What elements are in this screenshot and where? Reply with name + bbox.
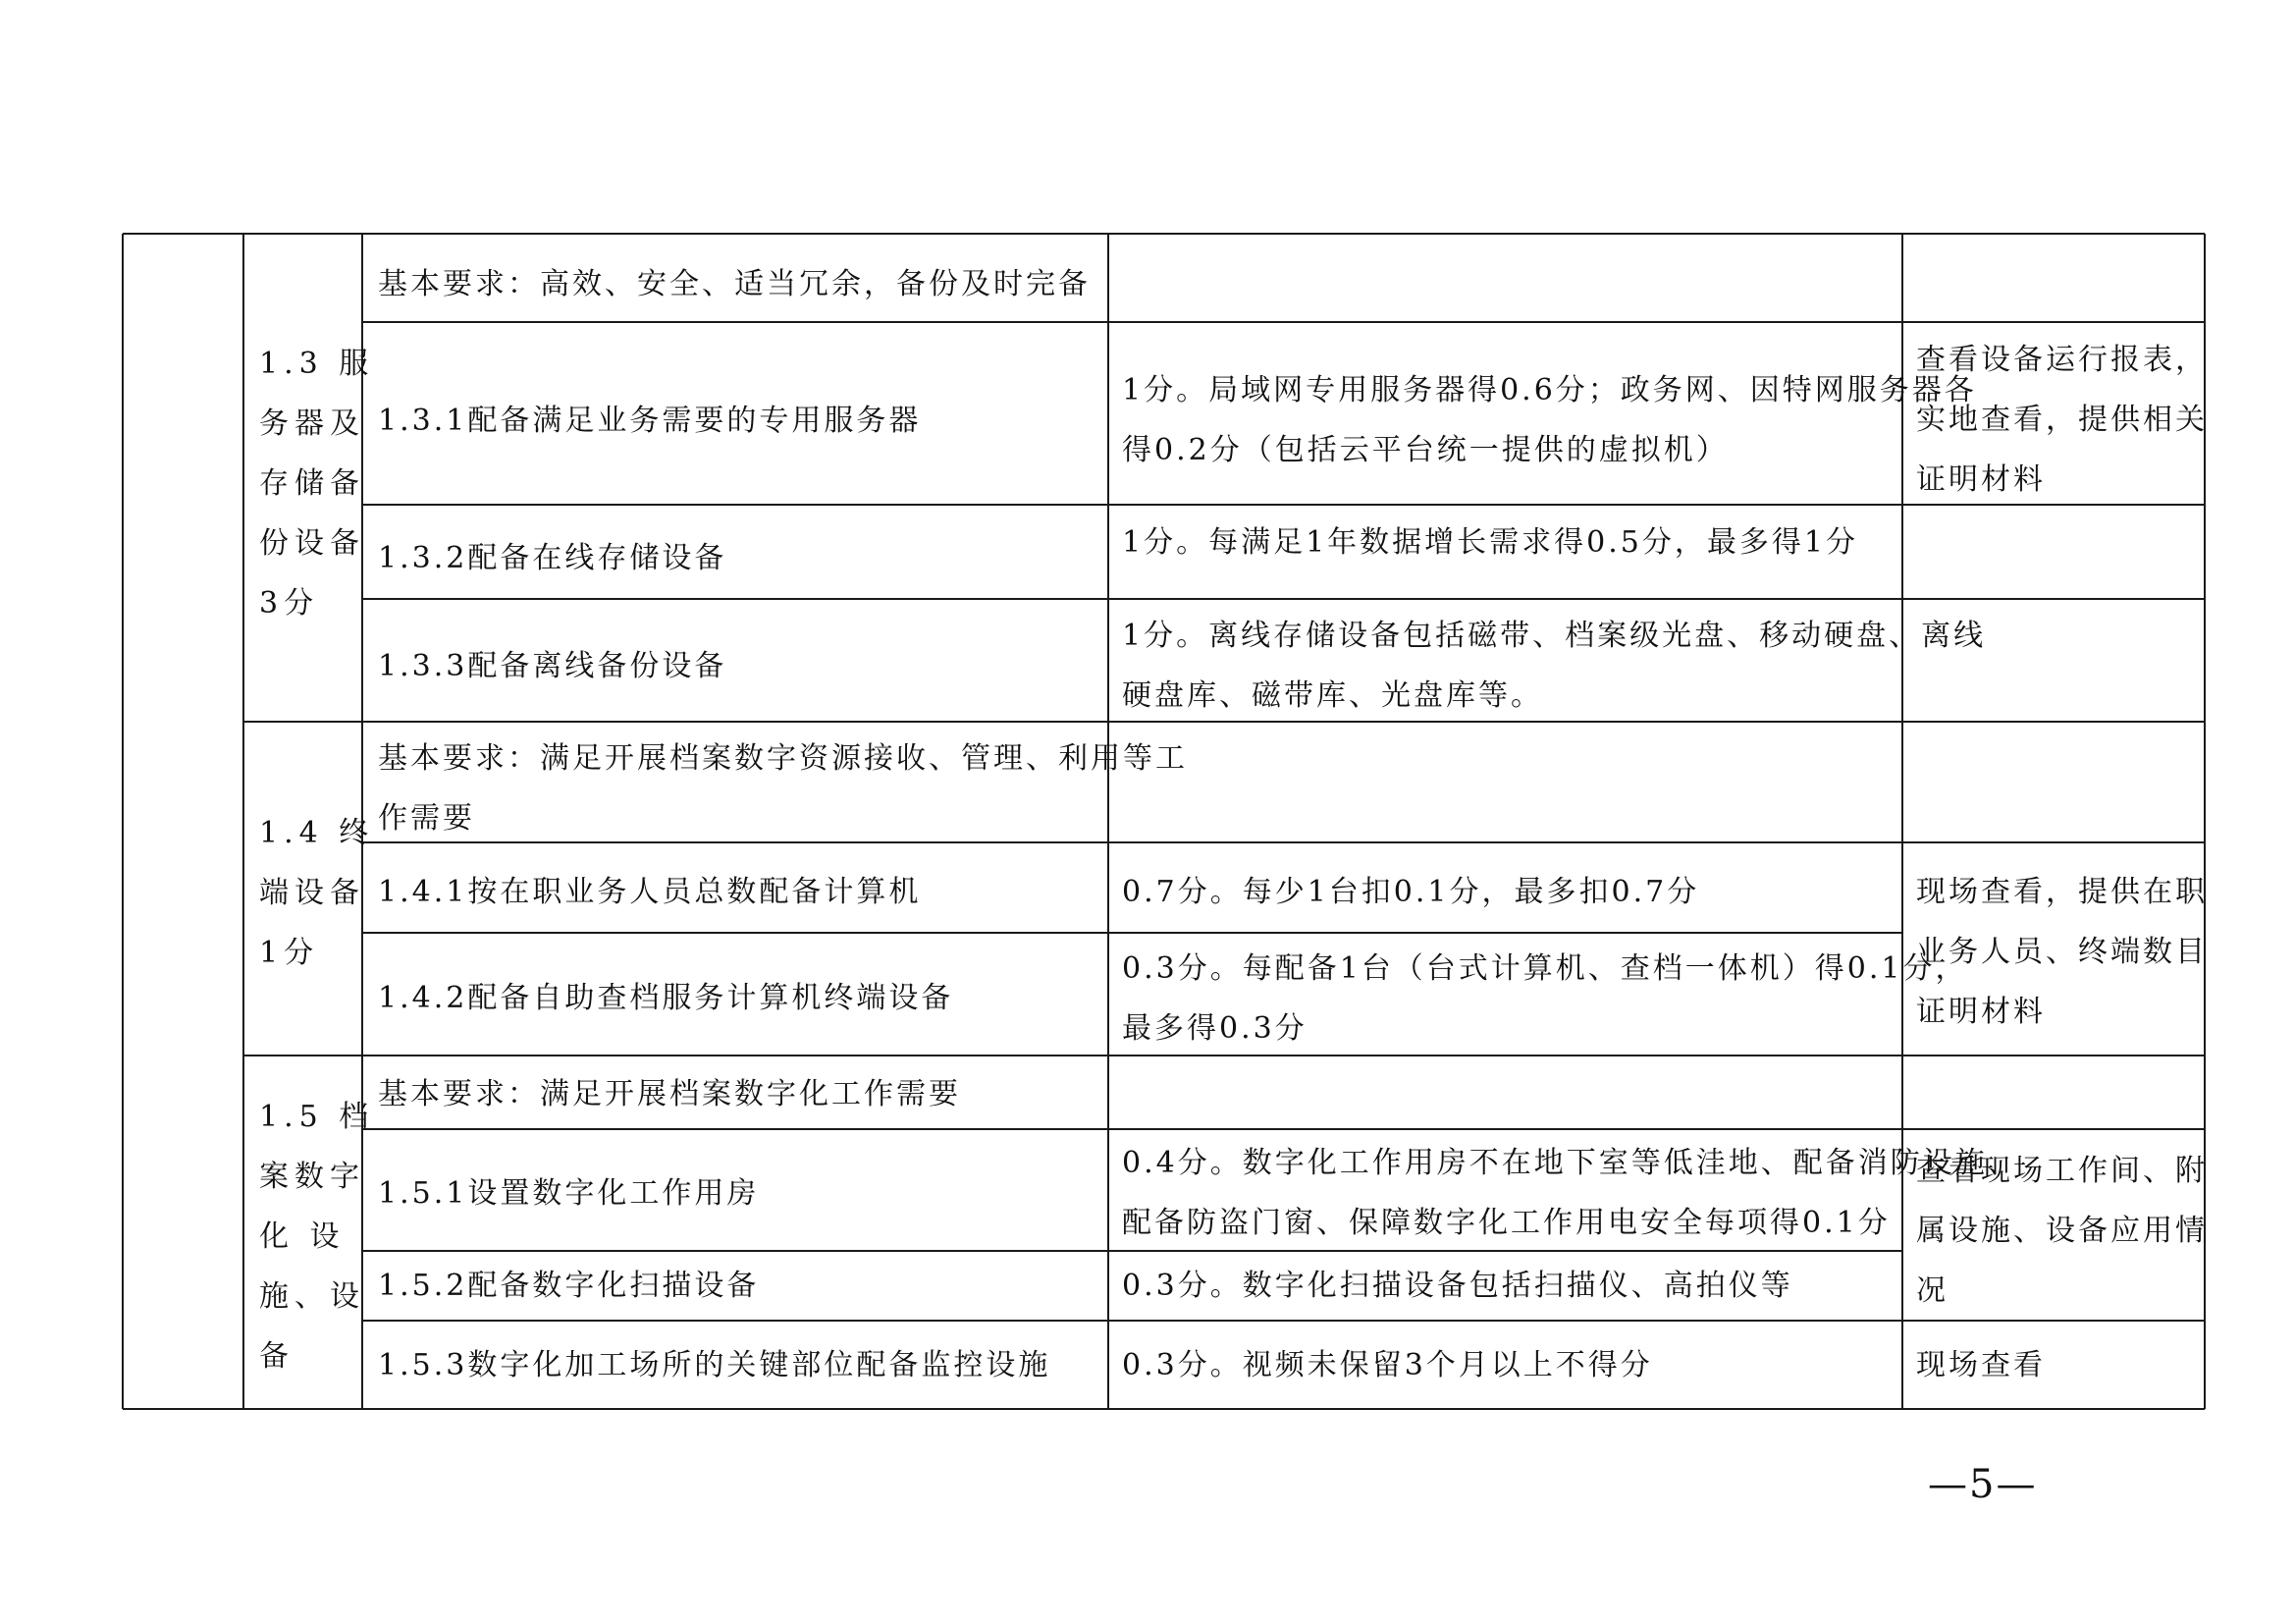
section-title-line: 份设备 — [259, 526, 365, 561]
score-line: 硬盘库、磁带库、光盘库等。 — [1122, 678, 1543, 713]
score-1-3-3 — [1122, 606, 1986, 726]
method-1-5-3: 现场查看 — [1916, 1348, 2046, 1382]
item-1-5-3: 1.5.3数字化加工场所的关键部位配备监控设施 — [378, 1348, 1051, 1382]
method-line: 业务人员、终端数目 — [1916, 935, 2208, 969]
score-line: 0.3分。每配备1台（台式计算机、查档一体机）得0.1分， — [1122, 951, 1968, 986]
method-line: 属设施、设备应用情 — [1916, 1214, 2208, 1248]
score-line: 最多得0.3分 — [1122, 1011, 1308, 1046]
section-title-line: 1.4 终 — [259, 816, 375, 850]
score-1-5-1 — [1122, 1133, 2020, 1253]
score-1-3-1 — [1122, 360, 1977, 480]
section-title-line: 1分 — [259, 936, 320, 970]
section-title-1-4 — [259, 803, 374, 983]
section-title-line: 备 — [259, 1339, 294, 1374]
section-title-line: 1.3 服 — [259, 347, 375, 381]
method-line: 况 — [1916, 1273, 1949, 1308]
method-1-3-1 — [1916, 330, 2208, 510]
method-1-5 — [1916, 1141, 2208, 1321]
score-1-3-2: 1分。每满足1年数据增长需求得0.5分，最多得1分 — [1122, 525, 1858, 560]
section-title-line: 存储备 — [259, 466, 365, 501]
method-line: 实地查看，提供相关 — [1916, 403, 2208, 437]
score-line: 得0.2分（包括云平台统一提供的虚拟机） — [1122, 433, 1729, 467]
score-1-4-2 — [1122, 939, 1968, 1058]
score-1-5-3: 0.3分。视频未保留3个月以上不得分 — [1122, 1348, 1653, 1382]
method-line: 证明材料 — [1916, 462, 2046, 497]
section-title-line: 1.5 档 — [259, 1100, 375, 1134]
score-line: 0.4分。数字化工作用房不在地下室等低洼地、配备消防设施、 — [1122, 1146, 2020, 1180]
item-1-4-2: 1.4.2配备自助查档服务计算机终端设备 — [378, 981, 954, 1015]
score-line: 1分。离线存储设备包括磁带、档案级光盘、移动硬盘、离线 — [1122, 619, 1987, 653]
score-1-4-1: 0.7分。每少1台扣0.1分，最多扣0.7分 — [1122, 875, 1700, 909]
item-1-5-2: 1.5.2配备数字化扫描设备 — [378, 1269, 760, 1303]
page-number: —5— — [1928, 1462, 2038, 1507]
score-line: 配备防盗门窗、保障数字化工作用电安全每项得0.1分 — [1122, 1206, 1891, 1240]
section-title-line: 施、设 — [259, 1279, 365, 1314]
basic-requirement-line: 基本要求：满足开展档案数字资源接收、管理、利用等工 — [378, 741, 1188, 776]
item-1-5-1: 1.5.1设置数字化工作用房 — [378, 1176, 760, 1211]
section-title-line: 务器及 — [259, 406, 365, 441]
section-title-line: 端设备 — [259, 876, 365, 910]
method-line: 查看现场工作间、附 — [1916, 1154, 2208, 1188]
item-1-3-3: 1.3.3配备离线备份设备 — [378, 649, 727, 683]
basic-requirement-1-3: 基本要求：高效、安全、适当冗余，备份及时完备 — [378, 267, 1091, 301]
section-title-line: 化 设 — [259, 1219, 346, 1254]
basic-requirement-1-4 — [378, 729, 1188, 848]
section-title-line: 案数字 — [259, 1160, 365, 1194]
method-line: 证明材料 — [1916, 995, 2046, 1029]
section-title-1-3 — [259, 334, 374, 633]
item-1-3-2: 1.3.2配备在线存储设备 — [378, 541, 727, 575]
basic-requirement-line: 作需要 — [378, 801, 475, 836]
basic-requirement-1-5: 基本要求：满足开展档案数字化工作需要 — [378, 1077, 961, 1111]
method-line: 现场查看，提供在职 — [1916, 875, 2208, 909]
section-title-1-5 — [259, 1087, 374, 1386]
section-title-line: 3分 — [259, 586, 320, 621]
method-line: 查看设备运行报表， — [1916, 343, 2208, 377]
score-line: 1分。局域网专用服务器得0.6分；政务网、因特网服务器各 — [1122, 373, 1977, 407]
score-1-5-2: 0.3分。数字化扫描设备包括扫描仪、高拍仪等 — [1122, 1269, 1793, 1303]
item-1-3-1: 1.3.1配备满足业务需要的专用服务器 — [378, 404, 922, 438]
item-1-4-1: 1.4.1按在职业务人员总数配备计算机 — [378, 875, 922, 909]
